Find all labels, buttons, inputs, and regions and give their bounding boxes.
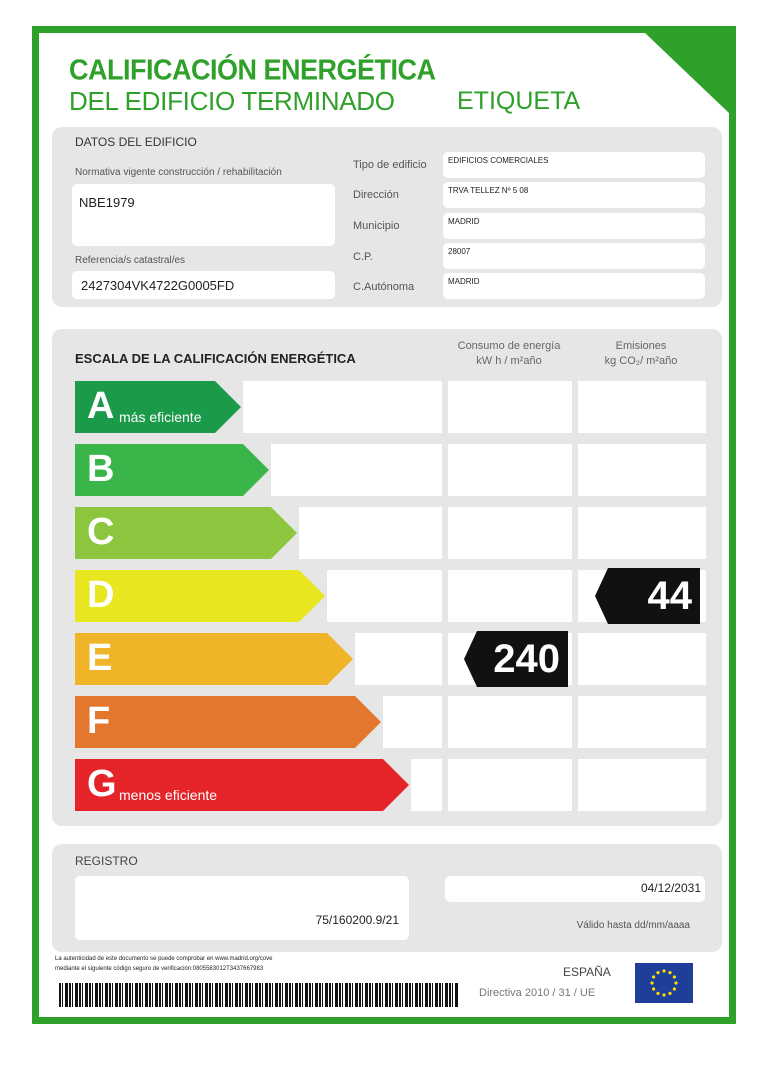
emisiones-cell-f [578,696,706,748]
field-box-cp [443,243,705,269]
eu-flag-icon [635,963,693,1003]
emisiones-cell-e [578,633,706,685]
field-value-cp: 28007 [448,247,471,256]
registro-date: 04/12/2031 [640,881,701,895]
class-letter-f: F [87,700,111,742]
consumo-cell-d [448,570,572,622]
verification-barcode [59,983,459,1007]
corner-triangle [644,32,730,114]
emisiones-header-line1: Emisiones [615,340,667,352]
field-box-autonoma [443,273,705,299]
field-value-direccion: TRVA TELLEZ Nº 5 08 [448,186,529,195]
title-line1: CALIFICACIÓN ENERGÉTICA [69,54,436,86]
emisiones-header [577,339,705,369]
building-section-title: DATOS DEL EDIFICIO [75,135,197,149]
class-sublabel-g: menos eficiente [119,787,218,803]
class-bar-d [75,570,325,622]
scale-row-bg-e [355,633,442,685]
field-label-tipo: Tipo de edificio [353,159,427,171]
country-label: ESPAÑA [563,965,611,979]
referencia-label: Referencia/s catastral/es [75,255,186,266]
normativa-box [72,184,335,246]
eu-star [656,971,659,974]
consumo-cell-f [448,696,572,748]
eu-star [674,981,677,984]
eu-star [662,993,665,996]
normativa-label: Normativa vigente construcción / rehabilitación [75,167,282,178]
class-bar-a [75,381,241,433]
title-line2: DEL EDIFICIO TERMINADO [69,86,395,116]
emisiones-cell-c [578,507,706,559]
scale-row-bg-g [411,759,442,811]
registro-valid-label: Válido hasta dd/mm/aaaa [576,920,690,931]
registro-number-box [75,876,409,940]
scale-row-bg-d [327,570,442,622]
class-bar-c [75,507,297,559]
eu-star [652,987,655,990]
class-letter-e: E [87,637,113,679]
registro-panel [52,844,722,952]
consumo-header-line1: Consumo de energía [457,340,561,352]
scale-row-bg-b [271,444,442,496]
field-box-tipo [443,152,705,178]
registro-number: 75/160200.9/21 [315,913,399,927]
eu-star [673,987,676,990]
field-label-municipio: Municipio [353,220,400,232]
class-bar-g [75,759,409,811]
scale-row-bg-f [383,696,442,748]
eu-star [668,971,671,974]
consumo-cell-a [448,381,572,433]
scale-title: ESCALA DE LA CALIFICACIÓN ENERGÉTICA [75,351,356,366]
consumo-header-line2: kW h / m²año [476,355,542,367]
registro-title: REGISTRO [75,854,138,868]
emisiones-marker: 44 [608,568,700,624]
class-letter-d: D [87,574,115,616]
normativa-value: NBE1979 [79,195,135,210]
eu-star [650,981,653,984]
scale-row-bg-a [243,381,442,433]
directive-label: Directiva 2010 / 31 / UE [479,987,596,999]
field-label-autonoma: C.Autónoma [353,281,415,293]
emisiones-header-line2: kg CO₂/ m²año [604,355,678,367]
energy-label [32,26,736,1024]
registro-date-box [445,876,705,902]
eu-star [673,975,676,978]
eu-star [656,992,659,995]
consumo-cell-c [448,507,572,559]
field-label-direccion: Dirección [353,189,399,201]
field-label-cp: C.P. [353,251,373,263]
class-sublabel-a: más eficiente [119,409,202,425]
field-value-autonoma: MADRID [448,277,480,286]
etiqueta-label: ETIQUETA [457,87,581,115]
consumo-marker: 240 [477,631,568,687]
emisiones-cell-a [578,381,706,433]
class-bar-e [75,633,353,685]
class-bar-b [75,444,269,496]
eu-star [662,969,665,972]
consumo-cell-g [448,759,572,811]
class-letter-g: G [87,763,117,805]
consumo-cell-b [448,444,572,496]
class-letter-c: C [87,511,115,553]
building-data-panel [52,127,722,307]
field-box-municipio [443,213,705,239]
class-letter-a: A [87,385,115,427]
field-value-municipio: MADRID [448,217,480,226]
scale-row-bg-c [299,507,442,559]
scale-panel [52,329,722,826]
class-letter-b: B [87,448,115,490]
eu-star [668,992,671,995]
consumo-header [445,339,573,369]
auth-text-line2: mediante el siguiente código seguro de verificación:0805583012T3437667983 [55,966,264,972]
eu-star [652,975,655,978]
field-value-tipo: EDIFICIOS COMERCIALES [448,156,549,165]
emisiones-cell-g [578,759,706,811]
auth-text-line1: La autenticidad de este documento se puede comprobar en www.madrid.org/cove [55,956,273,962]
emisiones-cell-b [578,444,706,496]
referencia-box [72,271,335,299]
class-bar-f [75,696,381,748]
referencia-value: 2427304VK4722G0005FD [81,278,235,293]
field-box-direccion [443,182,705,208]
